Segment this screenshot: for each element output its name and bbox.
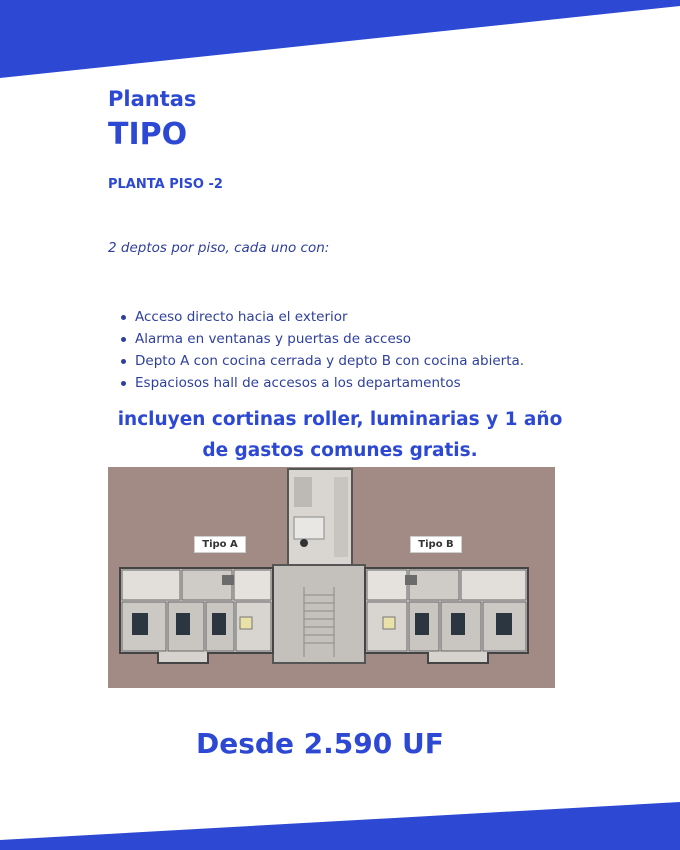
- page-title-large: TIPO: [108, 117, 188, 152]
- feature-item: Depto A con cocina cerrada y depto B con cocina abierta.: [135, 350, 524, 372]
- floor-plan-image: [108, 467, 555, 688]
- intro-text: 2 deptos por piso, cada uno con:: [108, 240, 330, 256]
- top-decorative-band: [0, 0, 680, 80]
- feature-item: Acceso directo hacia el exterior: [135, 306, 524, 328]
- features-list: [120, 306, 524, 394]
- unit-label-tipo-a: Tipo A: [194, 536, 246, 553]
- feature-item: Espaciosos hall de accesos a los departamentos: [135, 372, 524, 394]
- unit-label-tipo-b: Tipo B: [410, 536, 462, 553]
- bottom-decorative-band: [0, 800, 680, 850]
- price-text: Desde 2.590 UF: [196, 727, 444, 760]
- highlight-text: [100, 404, 580, 466]
- highlight-line-2: de gastos comunes gratis.: [202, 440, 478, 461]
- page-title-small: Plantas: [108, 87, 197, 111]
- highlight-line-1: incluyen cortinas roller, luminarias y 1 año: [117, 409, 563, 430]
- floor-plan-drawing: [108, 467, 555, 688]
- feature-item: Alarma en ventanas y puertas de acceso: [135, 328, 524, 350]
- plan-subtitle: PLANTA PISO -2: [108, 177, 223, 192]
